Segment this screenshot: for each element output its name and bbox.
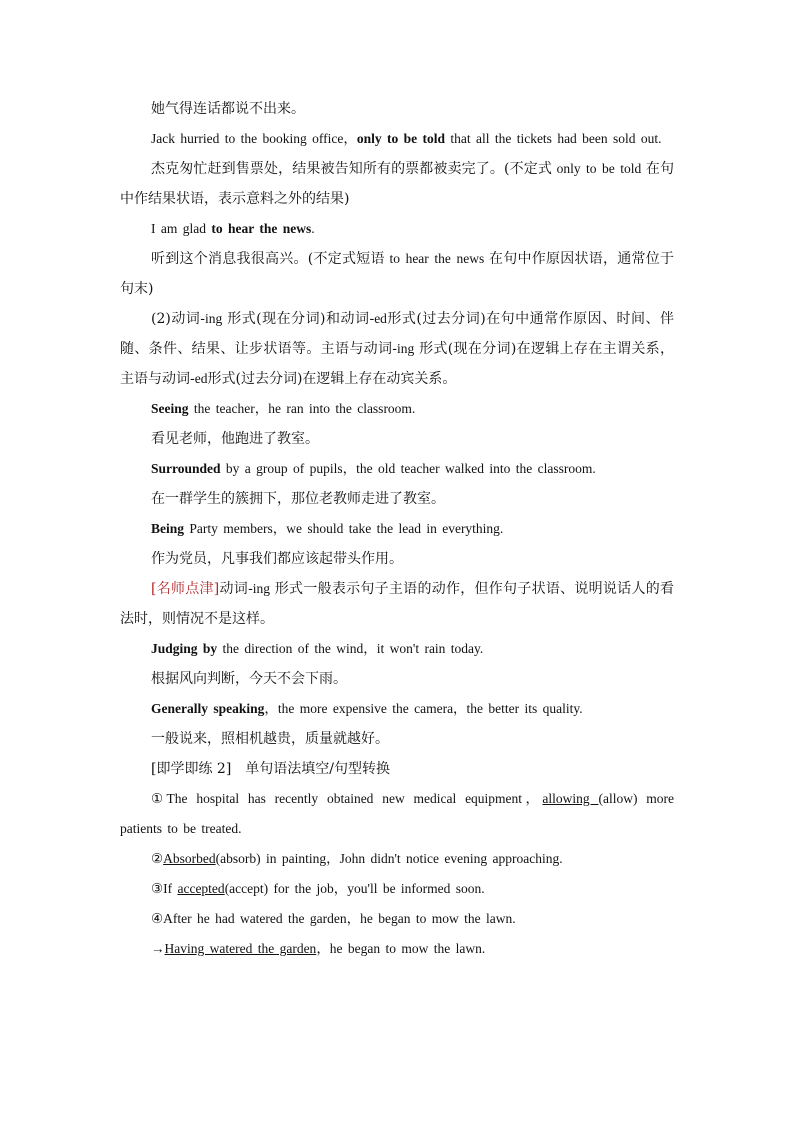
example-being bbox=[120, 514, 674, 544]
translation-judging bbox=[120, 664, 674, 694]
bold-phrase: only to be told bbox=[356, 131, 445, 146]
text-segment: ② bbox=[151, 851, 164, 866]
text-segment: 在句中作结果状语，表示意料之外的结果) bbox=[120, 161, 674, 207]
text-segment: the direction of the wind，it won't rain today. bbox=[217, 641, 484, 656]
bold-phrase: Being bbox=[151, 521, 185, 536]
text-segment: ，he began to mow the lawn. bbox=[316, 941, 486, 956]
text-segment: 形式(现在分词)在逻辑上存在主谓关系，主语与动词- bbox=[120, 341, 674, 387]
text-segment: the teacher，he ran into the classroom. bbox=[188, 401, 416, 416]
text-segment: ④After he had watered the garden，he began to mow the lawn. bbox=[151, 911, 516, 926]
bold-phrase: Surrounded bbox=[151, 461, 221, 476]
text-segment: that all the tickets had been sold out. bbox=[444, 131, 662, 146]
translation-only-to bbox=[120, 154, 674, 214]
text-segment: ①The hospital has recently obtained new medical equipment， bbox=[151, 791, 543, 806]
example-judging bbox=[120, 634, 674, 664]
example-sentence-only-to bbox=[120, 124, 674, 154]
text-segment: 在句中作原因状语，通常位于句末) bbox=[120, 251, 675, 297]
text-segment: ing bbox=[205, 311, 223, 326]
example-surrounded bbox=[120, 454, 674, 484]
text-segment: ，the more expensive the camera，the better its quality. bbox=[264, 701, 583, 716]
text-segment: (accept) for the job，you'll be informed soon. bbox=[224, 881, 485, 896]
text-segment: by a group of pupils，the old teacher walked into the classroom. bbox=[220, 461, 596, 476]
text-segment: 动词- bbox=[219, 581, 253, 597]
exercise-q4 bbox=[120, 904, 674, 934]
text-segment: 听到这个消息我很高兴。(不定式短语 bbox=[151, 251, 390, 267]
text-segment: 杰克匆忙赶到售票处，结果被告知所有的票都被卖完了。(不定式 bbox=[151, 161, 557, 177]
answer-blank: Having watered the garden bbox=[164, 941, 317, 956]
answer-blank: allowing bbox=[542, 791, 599, 806]
translation-glad bbox=[120, 244, 674, 304]
text-segment: Party members，we should take the lead in everything. bbox=[184, 521, 504, 536]
example-generally bbox=[120, 694, 674, 724]
translation-surrounded bbox=[120, 484, 674, 514]
bold-phrase: Judging by bbox=[151, 641, 218, 656]
exercise-q2 bbox=[120, 844, 674, 874]
text-segment: 形式(过去分词)在句中通常作原因、时间、伴随、条件、结果、让步状语等。主语与动词- bbox=[120, 311, 674, 357]
example-sentence-glad bbox=[120, 214, 674, 244]
exercise-q4-transform bbox=[120, 934, 674, 964]
text-segment: 形式一般表示句子主语的动作，但作句子状语、说明说话人的看法时，则情况不是这样。 bbox=[120, 581, 674, 627]
bold-phrase: Seeing bbox=[151, 401, 189, 416]
example-seeing bbox=[120, 394, 674, 424]
text-segment: 根据风向判断，今天不会下雨。 bbox=[151, 671, 347, 687]
translation-seeing bbox=[120, 424, 674, 454]
teacher-tip bbox=[120, 574, 674, 634]
document-page bbox=[120, 94, 674, 964]
exercise-heading bbox=[120, 754, 674, 784]
text-segment: (absorb) in painting，John didn't notice evening approaching. bbox=[215, 851, 563, 866]
exercise-q1 bbox=[120, 784, 674, 844]
text-segment: 形式(现在分词)和动词- bbox=[222, 311, 375, 327]
text-segment: 一般说来，照相机越贵，质量就越好。 bbox=[151, 731, 389, 747]
text-segment: I am glad bbox=[151, 221, 212, 236]
teacher-tip-tag: [名师点津] bbox=[151, 581, 220, 597]
text-segment: ing bbox=[252, 581, 271, 596]
text-segment: (allow) more patients to be treated. bbox=[120, 791, 674, 836]
translation-being bbox=[120, 544, 674, 574]
text-segment: Jack hurried to the booking office， bbox=[151, 131, 357, 146]
text-segment: 作为党员，凡事我们都应该起带头作用。 bbox=[151, 551, 403, 567]
translation-generally bbox=[120, 724, 674, 754]
text-segment: [即学即练 2] 单句语法填空/句型转换 bbox=[151, 761, 390, 777]
text-segment: (2)动词- bbox=[151, 311, 206, 327]
text-segment: to hear the news bbox=[389, 251, 485, 266]
text-segment: ing bbox=[397, 341, 415, 356]
exercise-q3 bbox=[120, 874, 674, 904]
text-segment: only to be told bbox=[556, 161, 642, 176]
text-segment: 看见老师，他跑进了教室。 bbox=[151, 431, 319, 447]
text-segment: 形式(过去分词)在逻辑上存在动宾关系。 bbox=[207, 371, 457, 387]
text-segment: ③If bbox=[151, 881, 178, 896]
bold-phrase: to hear the news bbox=[211, 221, 312, 236]
text-segment: 在一群学生的簇拥下，那位老教师走进了教室。 bbox=[151, 491, 445, 507]
answer-blank: Absorbed bbox=[163, 851, 216, 866]
rule-paragraph-2 bbox=[120, 304, 674, 394]
text-segment: ed bbox=[374, 311, 387, 326]
answer-blank: accepted bbox=[177, 881, 225, 896]
cn-translation: 她气得连话都说不出来。 bbox=[151, 101, 305, 117]
text-segment: . bbox=[311, 221, 315, 236]
text-segment: ed bbox=[194, 371, 208, 386]
paragraph-1 bbox=[120, 94, 674, 124]
bold-phrase: Generally speaking bbox=[151, 701, 265, 716]
arrow-icon: → bbox=[151, 941, 165, 956]
